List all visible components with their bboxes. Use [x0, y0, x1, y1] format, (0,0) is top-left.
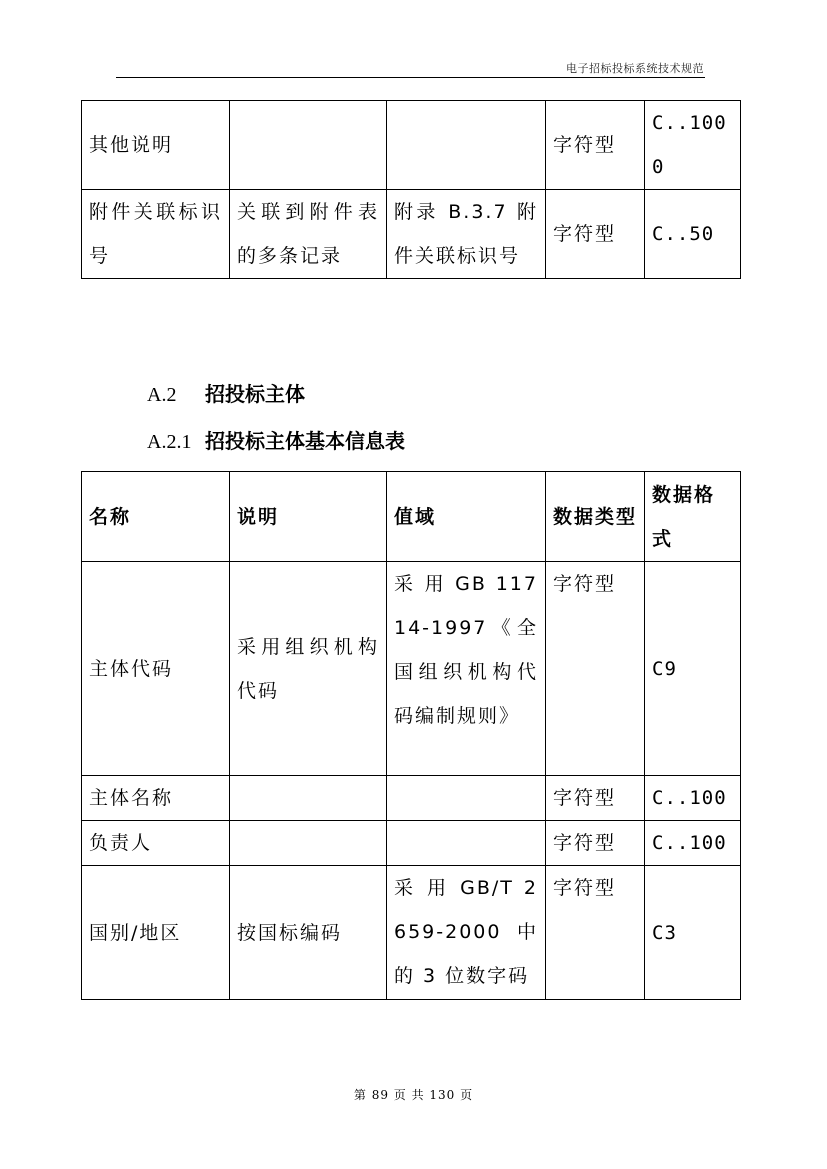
table-row [82, 866, 741, 1000]
column-header: 说明 [230, 472, 387, 562]
table-cell [387, 101, 546, 190]
table-cell: 附录 B.3.7 附件关联标识号 [387, 190, 546, 279]
header-title: 电子招标投标系统技术规范 [566, 62, 704, 75]
section-number: A.2 [147, 384, 177, 406]
table-cell: C9 [645, 562, 741, 776]
table-cell: 采用组织机构代码 [230, 562, 387, 776]
continued-table [81, 100, 741, 279]
column-header: 数据类型 [546, 472, 645, 562]
column-header: 名称 [82, 472, 230, 562]
table-cell: 关联到附件表的多条记录 [230, 190, 387, 279]
table-cell: 字符型 [546, 776, 645, 821]
table-cell: 国别/地区 [82, 866, 230, 1000]
section-title: 招投标主体 [205, 382, 305, 406]
table-cell: 主体代码 [82, 562, 230, 776]
table-cell: C..50 [645, 190, 741, 279]
table-cell: C..100 [645, 821, 741, 866]
table-cell [387, 821, 546, 866]
section-heading [147, 378, 305, 407]
table-cell [230, 101, 387, 190]
table-row [82, 821, 741, 866]
column-header: 值域 [387, 472, 546, 562]
table-cell: 按国标编码 [230, 866, 387, 1000]
table-cell [230, 776, 387, 821]
table-cell: 字符型 [546, 562, 645, 776]
table-cell: 字符型 [546, 101, 645, 190]
table-row [82, 101, 741, 190]
table-cell: 字符型 [546, 190, 645, 279]
header-rule [116, 77, 705, 78]
table-cell: C..100 [645, 776, 741, 821]
table-row [82, 776, 741, 821]
table-cell: C..1000 [645, 101, 741, 190]
table-cell: 附件关联标识号 [82, 190, 230, 279]
table-cell: C3 [645, 866, 741, 1000]
column-header: 数据格式 [645, 472, 741, 562]
table-cell: 其他说明 [82, 101, 230, 190]
subsection-heading [147, 425, 405, 454]
table-cell: 主体名称 [82, 776, 230, 821]
table-header-row [82, 472, 741, 562]
page-number: 第 89 页 共 130 页 [353, 1088, 474, 1102]
table-cell: 采 用 GB/T 2659-2000 中的 3 位数字码 [387, 866, 546, 1000]
section-number: A.2.1 [147, 431, 192, 453]
table-cell [230, 821, 387, 866]
section-title: 招投标主体基本信息表 [205, 429, 405, 453]
entity-info-table [81, 471, 741, 1000]
table-cell: 采 用 GB 11714-1997《全国组织机构代码编制规则》 [387, 562, 546, 776]
table-row [82, 190, 741, 279]
table-cell: 负责人 [82, 821, 230, 866]
table-cell: 字符型 [546, 821, 645, 866]
table-cell: 字符型 [546, 866, 645, 1000]
table-row [82, 562, 741, 776]
table-cell [387, 776, 546, 821]
